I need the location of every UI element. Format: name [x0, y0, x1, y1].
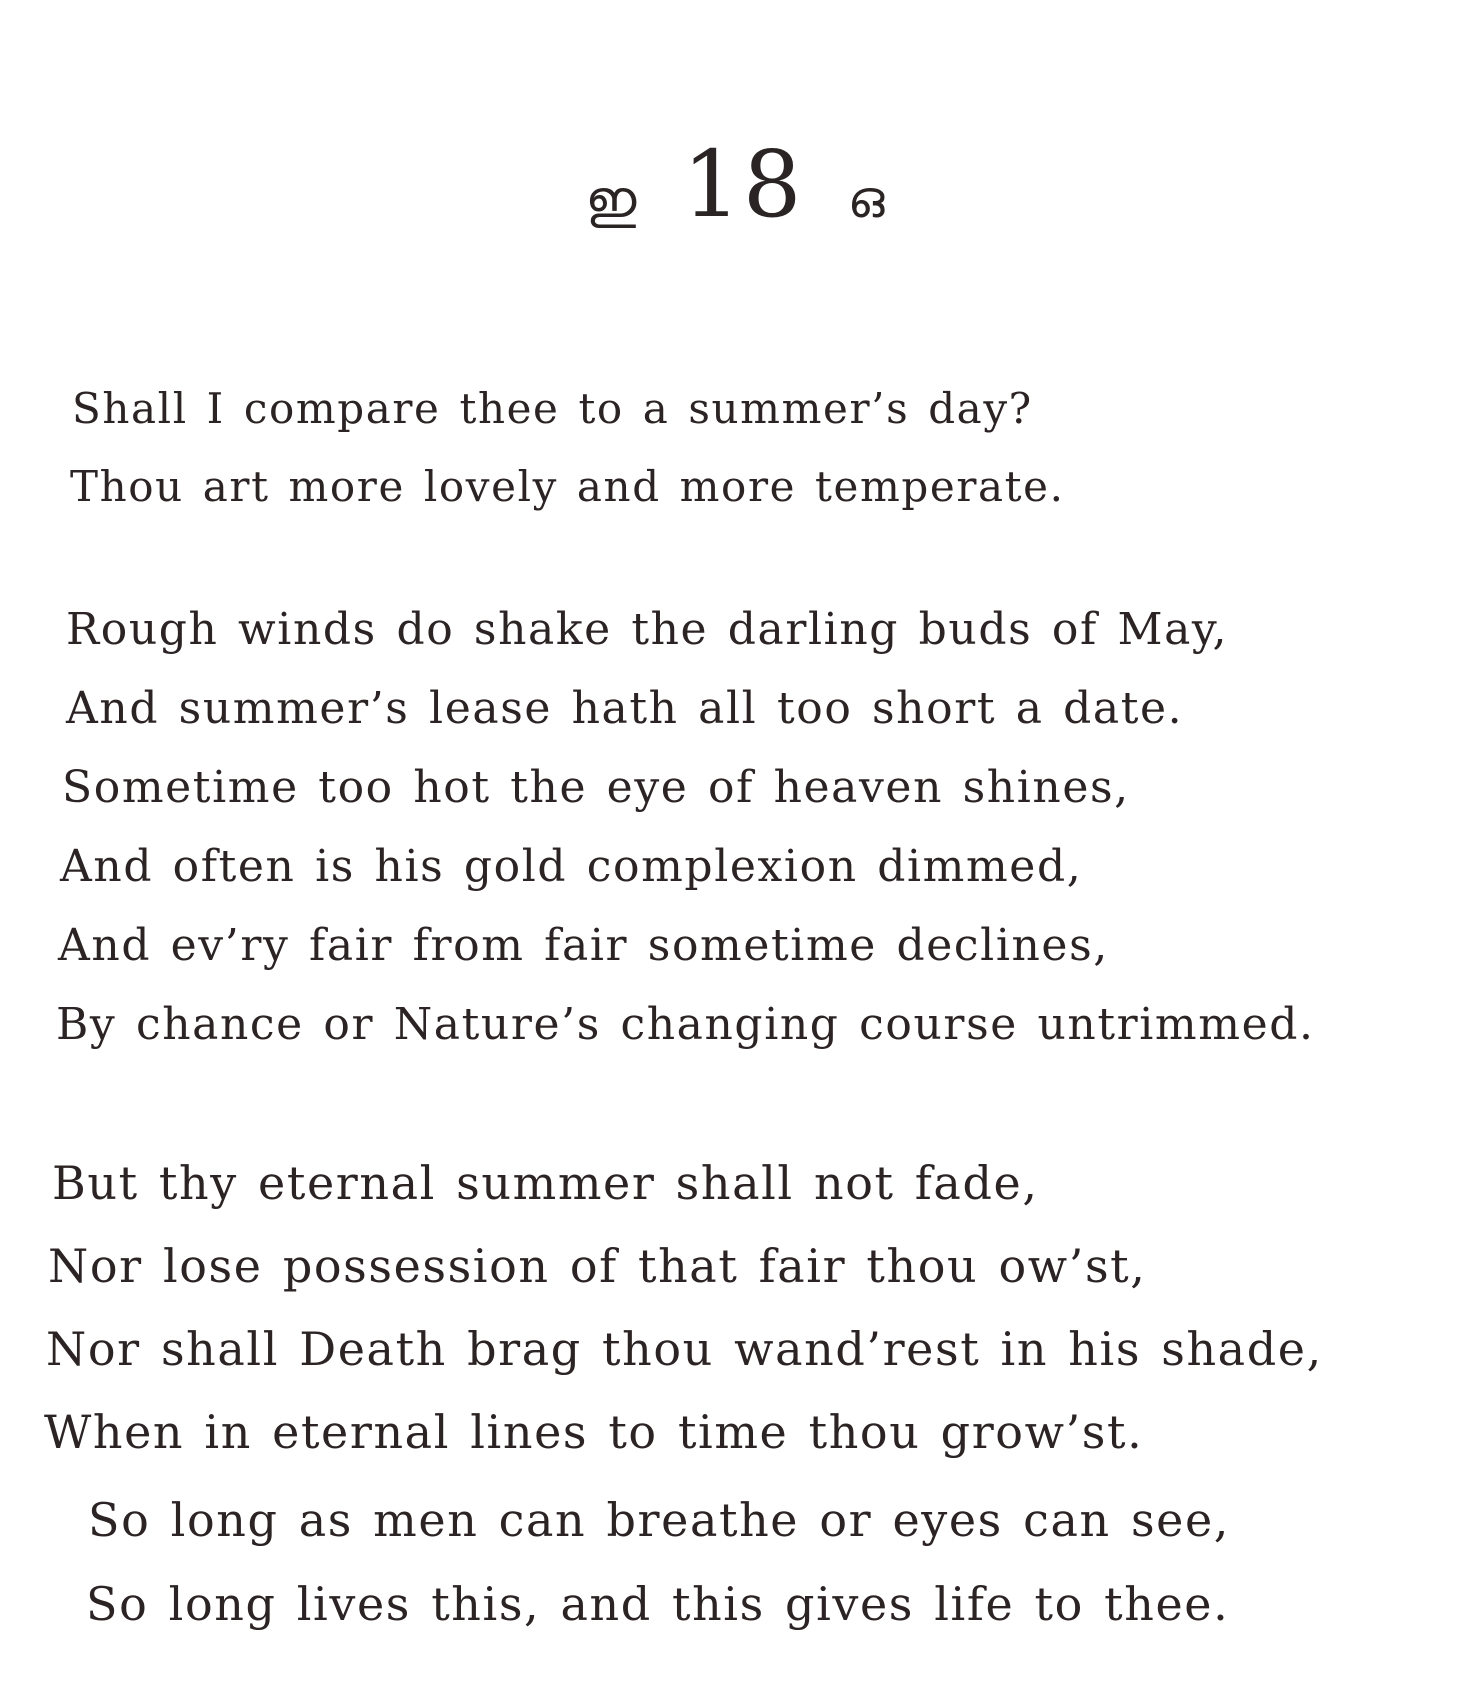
verse-line: But thy eternal summer shall not fade, [52, 1156, 1039, 1210]
stanza-2 [0, 590, 1472, 1064]
verse-line: Nor shall Death brag thou wand’rest in his shade, [46, 1322, 1323, 1376]
verse-line: Rough winds do shake the darling buds of May, [66, 604, 1229, 655]
verse-line: Sometime too hot the eye of heaven shines, [62, 762, 1130, 813]
couplet [0, 1478, 1472, 1646]
verse-line: So long as men can breathe or eyes can see, [88, 1493, 1231, 1547]
verse-line: So long lives this, and this gives life to thee. [86, 1577, 1230, 1631]
verse-line: When in eternal lines to time thou grow’st. [44, 1405, 1144, 1459]
verse-line: And often is his gold complexion dimmed, [60, 841, 1083, 892]
verse-line: By chance or Nature’s changing course untrimmed. [56, 999, 1315, 1050]
stanza-1 [0, 370, 1472, 526]
ornament-left-icon: ഇ [585, 170, 639, 231]
verse-line: Nor lose possession of that fair thou ow’st, [48, 1239, 1147, 1293]
sonnet-heading [0, 125, 1472, 252]
verse-line: And summer’s lease hath all too short a date. [66, 683, 1184, 734]
verse-line: Shall I compare thee to a summer’s day? [72, 384, 1033, 433]
sonnet-number: 18 [682, 131, 804, 238]
ornament-right-icon: ഒ [847, 170, 887, 231]
verse-line: Thou art more lovely and more temperate. [70, 462, 1065, 511]
stanza-3 [0, 1142, 1472, 1474]
verse-line: And ev’ry fair from fair sometime declines, [58, 920, 1109, 971]
